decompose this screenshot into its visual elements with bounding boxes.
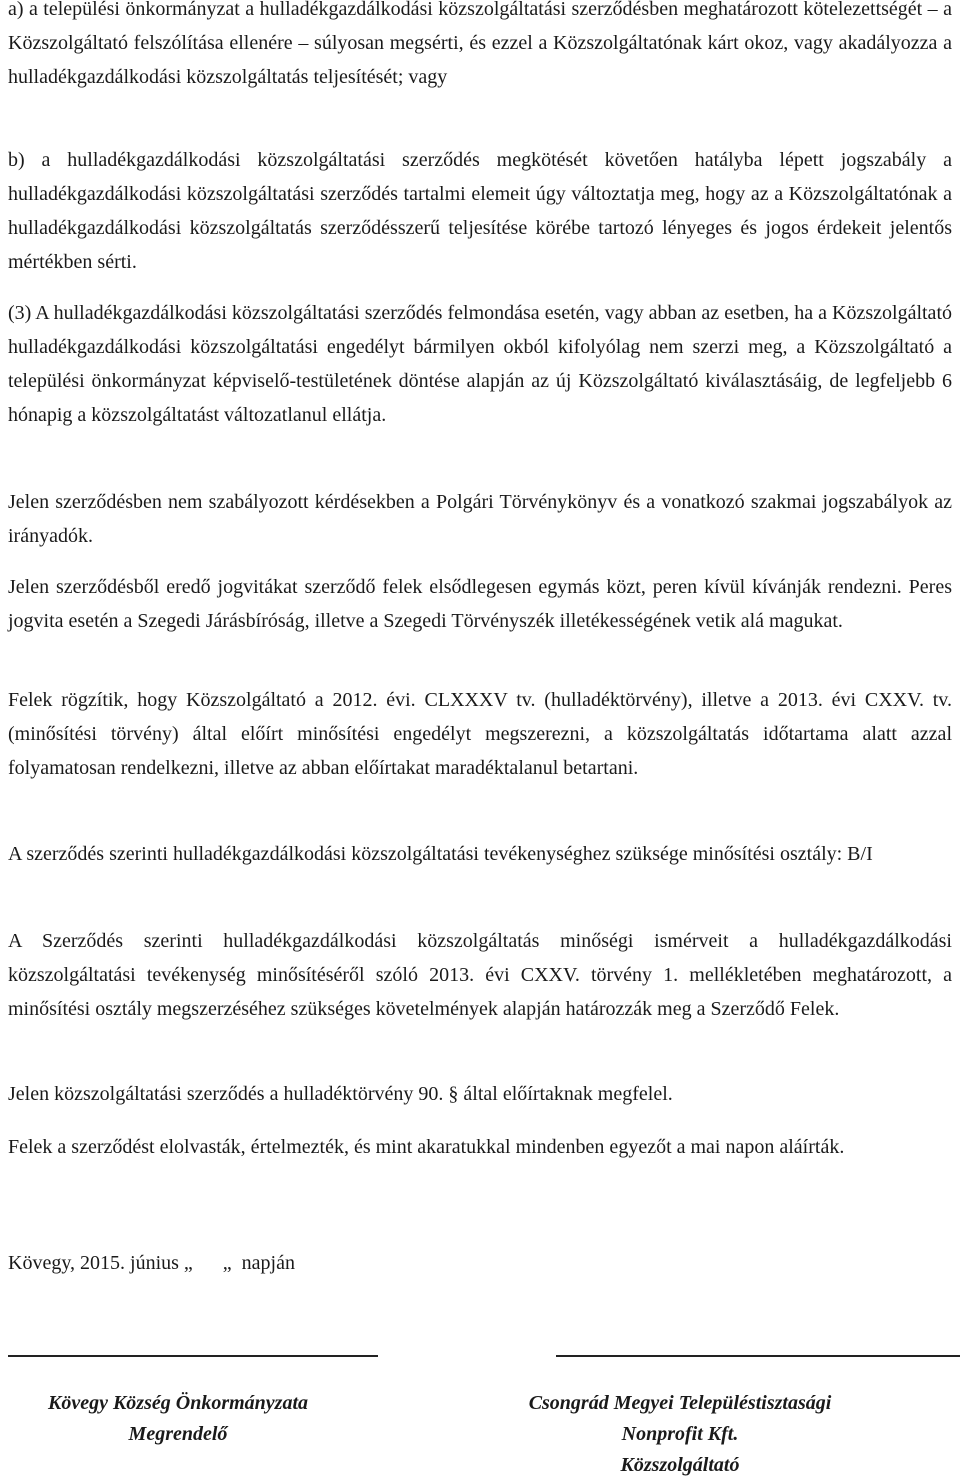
paragraph-classification: A szerződés szerinti hulladékgazdálkodási közszolgáltatási tevékenységhez szüksége minősítési osztály: B/I [8, 843, 873, 865]
signature-line-right [556, 1355, 960, 1357]
provider-name-line2: Nonprofit Kft. [621, 1423, 739, 1445]
signature-block-client [8, 1388, 348, 1450]
provider-name: Csongrád Megyei Településtisztasági [528, 1392, 832, 1414]
signature-block-provider [480, 1388, 880, 1481]
date-line: Kövegy, 2015. június „ „ napján [8, 1252, 295, 1274]
paragraph-licensing: Felek rögzítik, hogy Közszolgáltató a 2012. évi. CLXXXV tv. (hulladéktörvény), illetve a 2013. évi CXXV. tv. (minősítési törvény) által előírt minősítési engedélyt megszerezni, a közszolgáltatás időtartama alatt azzal folyamatosan rendelkezni, illetve az abban előírtakat maradéktalanul betartani. [8, 689, 952, 779]
paragraph-a: a) a települési önkormányzat a hulladékgazdálkodási közszolgáltatási szerződésben meghatározott kötelezettségét – a Közszolgáltató felszólítása ellenére – súlyosan megsérti, és ezzel a Közszolgáltatónak kárt okoz, vagy akadályozza a hulladékgazdálkodási közszolgáltatás teljesítését; vagy [8, 0, 952, 88]
signature-line-left [8, 1355, 378, 1357]
paragraph-quality-criteria: A Szerződés szerinti hulladékgazdálkodási közszolgáltatás minőségi ismérveit a hulladékgazdálkodási közszolgáltatási tevékenység minősítéséről szóló 2013. évi CXXV. törvény 1. mellékletében meghatározott, a minősítési osztály megszerzéséhez szükséges követelmények alapján határozzák meg a Szerződő Felek. [8, 930, 952, 1020]
paragraph-disputes: Jelen szerződésből eredő jogvitákat szerződő felek elsődlegesen egymás közt, peren kívül kívánják rendezni. Peres jogvita esetén a Szegedi Járásbíróság, illetve a Szegedi Törvényszék illetékességének vetik alá magukat. [8, 576, 952, 632]
paragraph-signing: Felek a szerződést elolvasták, értelmezték, és mint akaratukkal mindenben egyezőt a mai napon aláírták. [8, 1136, 845, 1158]
provider-role: Közszolgáltató [620, 1454, 740, 1476]
paragraph-compliance: Jelen közszolgáltatási szerződés a hulladéktörvény 90. § által előírtaknak megfelel. [8, 1083, 673, 1105]
client-name: Kövegy Község Önkormányzata [48, 1392, 308, 1414]
client-role: Megrendelő [128, 1423, 228, 1445]
paragraph-governing-law: Jelen szerződésben nem szabályozott kérdésekben a Polgári Törvénykönyv és a vonatkozó szakmai jogszabályok az irányadók. [8, 491, 952, 547]
paragraph-b: b) a hulladékgazdálkodási közszolgáltatási szerződés megkötését követően hatályba lépett jogszabály a hulladékgazdálkodási közszolgáltatási szerződés tartalmi elemeit úgy változtatja meg, hogy az a Közszolgáltatónak a hulladékgazdálkodási közszolgáltatás szerződésszerű teljesítése körébe tartozó lényeges és jogos érdekeit jelentős mértékben sérti. [8, 149, 952, 273]
paragraph-3: (3) A hulladékgazdálkodási közszolgáltatási szerződés felmondása esetén, vagy abban az esetben, ha a Közszolgáltató hulladékgazdálkodási közszolgáltatási engedélyt bármilyen okból kifolyólag nem szerzi meg, a Közszolgáltató a települési önkormányzat képviselő-testületének döntése alapján az új Közszolgáltató kiválasztásáig, de legfeljebb 6 hónapig a közszolgáltatást változatlanul ellátja. [8, 302, 952, 426]
